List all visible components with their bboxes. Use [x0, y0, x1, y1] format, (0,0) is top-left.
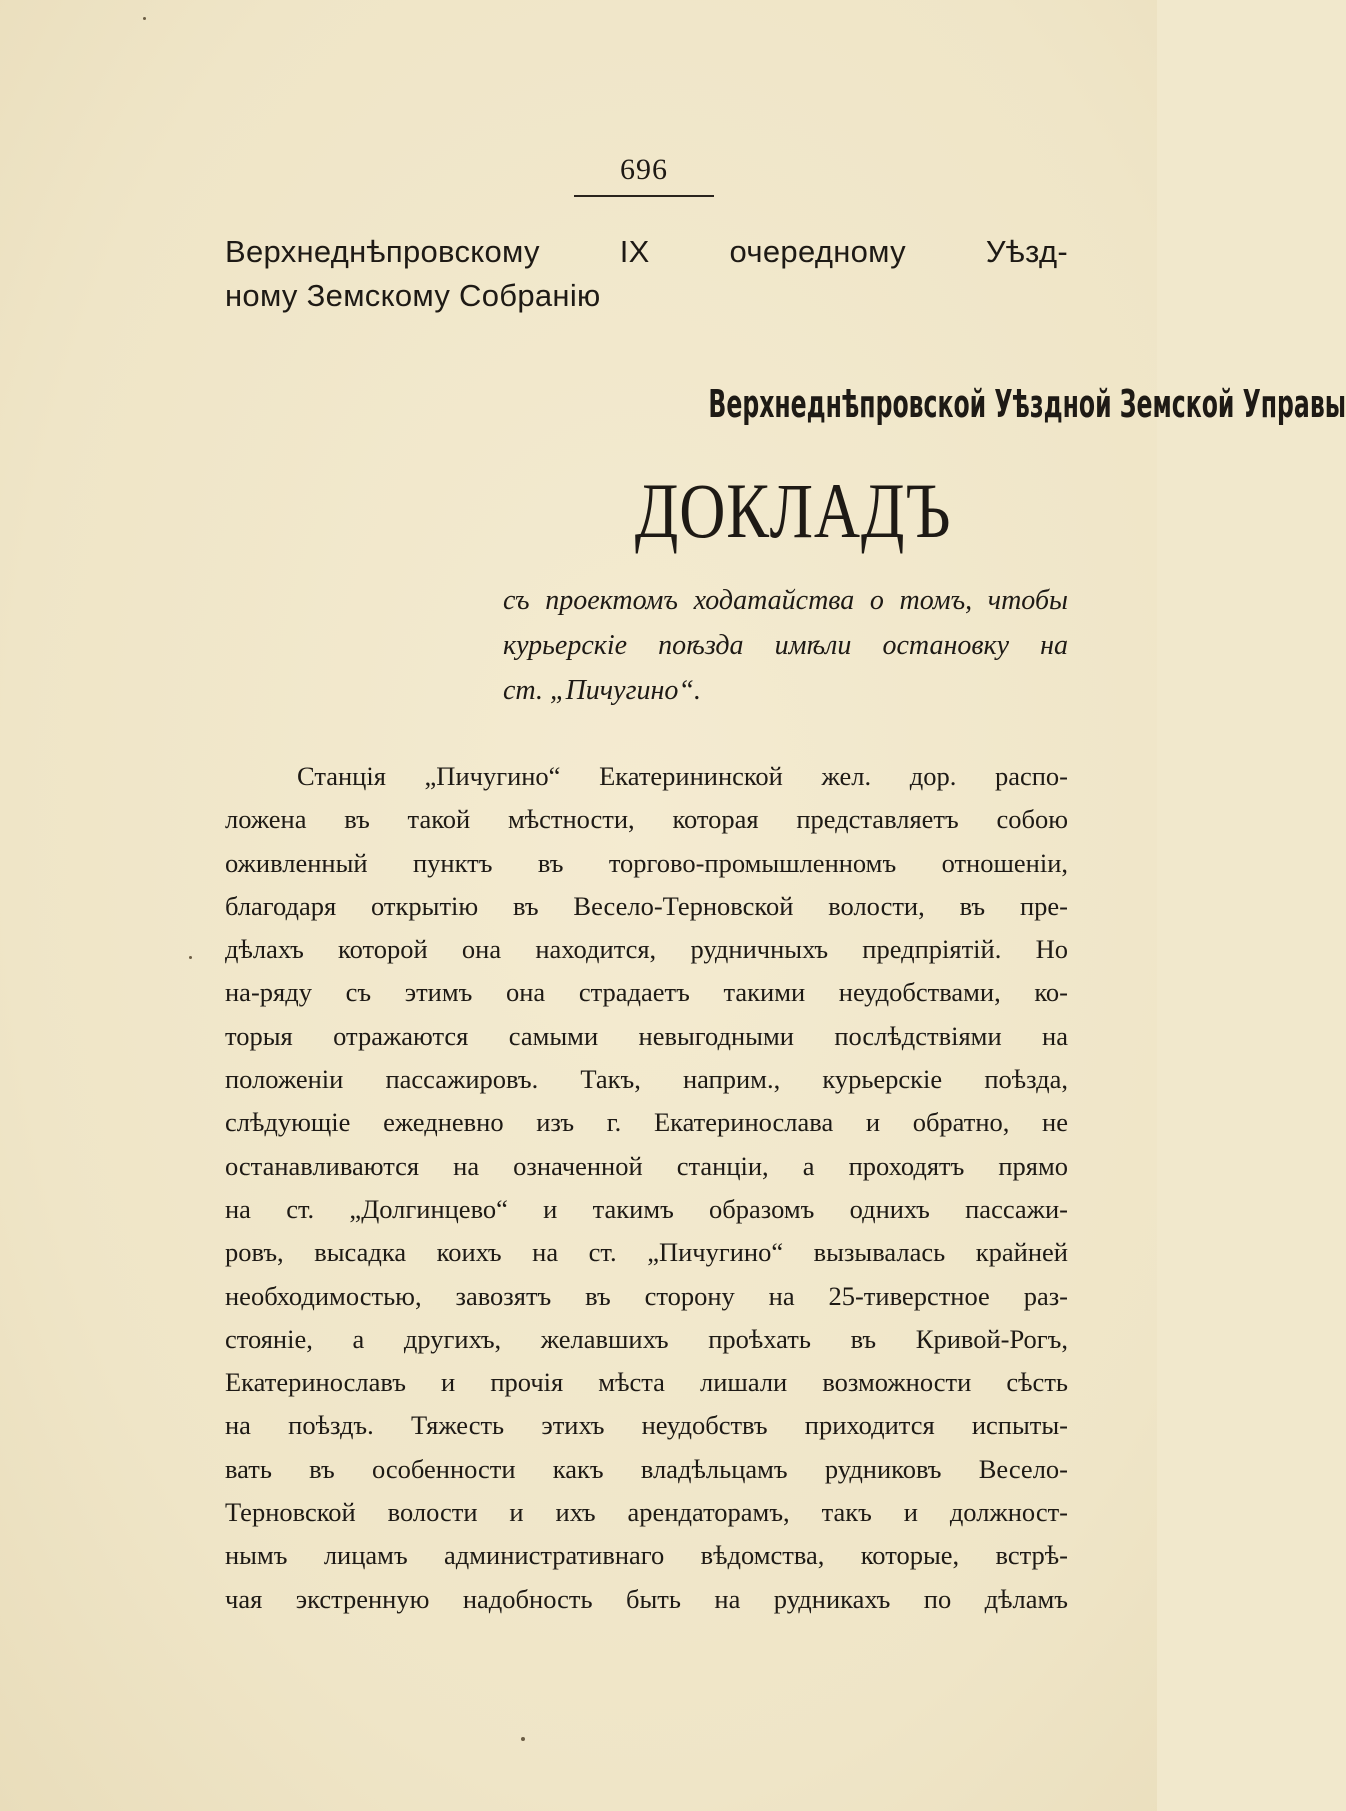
body-line: благодаря открытію въ Весело-Терновской волости, въ пре- [225, 890, 1068, 921]
issuing-body: Верхнеднѣпровской Уѣздной Земской Управы [708, 382, 1346, 426]
subtitle-line: курьерскіе поѣзда имѣли остановку на [503, 630, 1068, 661]
body-line: оживленный пунктъ въ торгово-промышленномъ отношеніи, [225, 847, 1068, 878]
paper-speck [143, 17, 146, 20]
body-line: положеніи пассажировъ. Такъ, наприм., курьерскіе поѣзда, [225, 1064, 1068, 1095]
subtitle-line: ст. „Пичугино“. [503, 675, 701, 706]
paper-speck [189, 956, 192, 959]
document-title [600, 466, 960, 556]
body-line: чая экстренную надобность быть на рудникахъ по дѣламъ [225, 1583, 1068, 1614]
addressee [225, 230, 1068, 318]
body-line: вать въ особенности какъ владѣльцамъ рудниковъ Весело- [225, 1453, 1068, 1484]
paper-speck [521, 1737, 525, 1741]
body-line: стояніе, а другихъ, желавшихъ проѣхать въ Кривой-Рогъ, [225, 1323, 1068, 1354]
body-line: ровъ, высадка коихъ на ст. „Пичугино“ вызывалась крайней [225, 1237, 1068, 1268]
body-line: на поѣздъ. Тяжесть этихъ неудобствъ приходится испыты- [225, 1410, 1068, 1441]
body-line: Екатеринославъ и прочія мѣста лишали возможности сѣсть [225, 1367, 1068, 1398]
body-line: Станція „Пичугино“ Екатерининской жел. дор. распо- [297, 761, 1068, 791]
body-line: необходимостью, завозятъ въ сторону на 25-тиверстное раз- [225, 1280, 1068, 1311]
body-line: дѣлахъ которой она находится, рудничныхъ предпріятій. Но [225, 934, 1068, 965]
addressee-line: Верхнеднѣпровскому IX очередному Уѣзд- [225, 234, 1068, 269]
addressee-line: ному Земскому Собранію [225, 278, 601, 313]
body-line: останавливаются на означенной станціи, а проходятъ прямо [225, 1150, 1068, 1181]
page-number: 696 [620, 153, 668, 186]
body-line: на-ряду съ этимъ она страдаетъ такими неудобствами, ко- [225, 977, 1068, 1008]
body-line: Терновской волости и ихъ арендаторамъ, такъ и должност- [225, 1497, 1068, 1528]
body-line: слѣдующіе ежедневно изъ г. Екатеринослава и обратно, не [225, 1107, 1068, 1138]
body-line: торыя отражаются самыми невыгодными послѣдствіями на [225, 1020, 1068, 1051]
body-text [225, 755, 1068, 1621]
document-title-text: ДОКЛАДЪ [634, 467, 952, 554]
page-number-underline [574, 195, 714, 197]
body-line: нымъ лицамъ административнаго вѣдомства, которые, встрѣ- [225, 1540, 1068, 1571]
body-line: на ст. „Долгинцево“ и такимъ образомъ однихъ пассажи- [225, 1193, 1068, 1224]
subtitle-line: съ проектомъ ходатайства о томъ, чтобы [503, 585, 1068, 616]
document-subtitle [503, 578, 1068, 713]
body-line: ложена въ такой мѣстности, которая представляетъ собою [225, 804, 1068, 835]
